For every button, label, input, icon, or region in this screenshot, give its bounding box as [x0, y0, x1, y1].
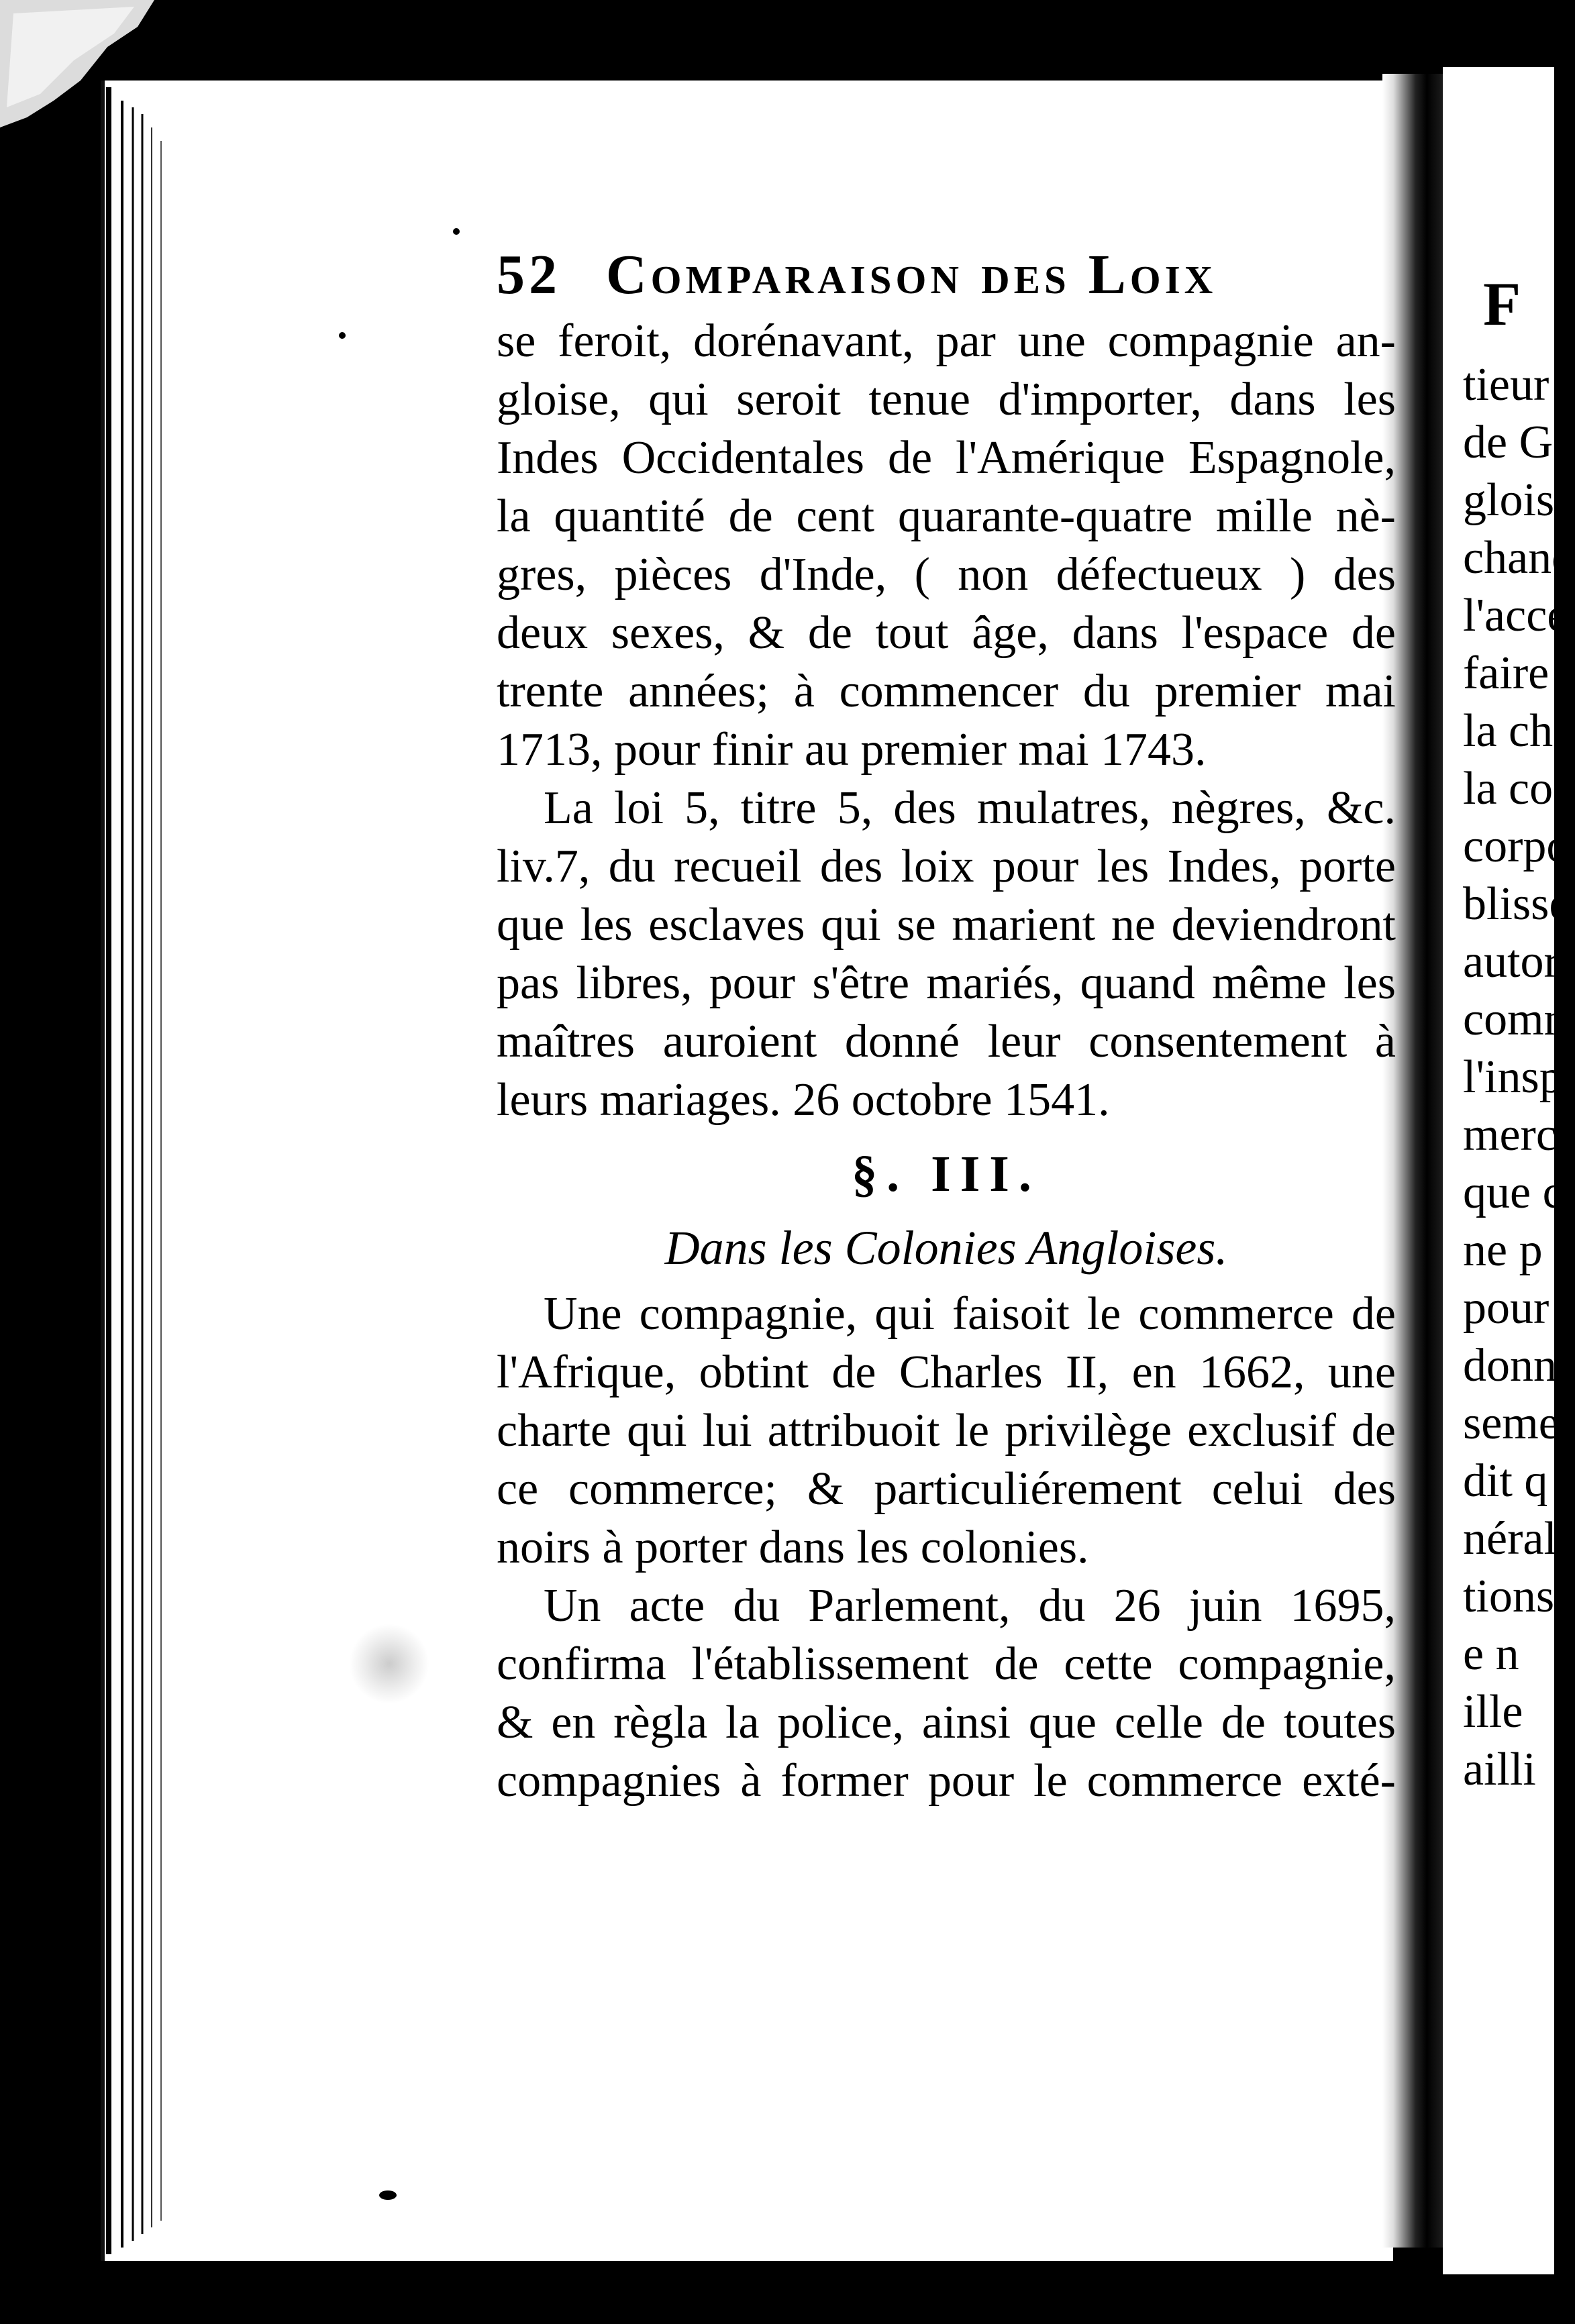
- text-line: la quantité de cent quarante-quatre mille nè-: [497, 490, 1396, 542]
- text-line: que les esclaves qui se marient ne deviendront: [497, 899, 1396, 951]
- text-line: liv.7, du recueil des loix pour les Indes, porte: [497, 841, 1396, 892]
- section-heading: §. III.: [852, 1146, 1041, 1202]
- text-line: ce commerce; & particuliérement celui des: [497, 1463, 1396, 1515]
- text-line: compagnies à former pour le commerce exté-: [497, 1755, 1396, 1807]
- text-line: & en règla la police, ainsi que celle de toutes: [497, 1697, 1396, 1748]
- right-text-fragment: la co: [1463, 763, 1554, 814]
- text-block: [497, 238, 1396, 1810]
- text-line: charte qui lui attribuoit le privilège exclusif de: [497, 1405, 1396, 1457]
- right-text-fragment: autor: [1463, 936, 1560, 988]
- right-text-fragment: faire: [1463, 647, 1549, 699]
- text-line: noirs à porter dans les colonies.: [497, 1522, 1089, 1573]
- paragraph-continuation: [497, 312, 1396, 779]
- page-header: [497, 238, 1396, 312]
- text-line: Un acte du Parlement, du 26 juin 1695,: [544, 1580, 1396, 1632]
- right-text-fragment: chanc: [1463, 532, 1573, 584]
- right-running-head: F: [1483, 270, 1521, 338]
- right-text-fragment: tions: [1463, 1571, 1555, 1622]
- right-text-fragment: blisse: [1463, 878, 1570, 930]
- ink-speck: [453, 228, 460, 235]
- right-text-fragment: glois: [1463, 474, 1555, 526]
- page-number: 52: [497, 244, 561, 306]
- text-line: l'Afrique, obtint de Charles II, en 1662, une: [497, 1346, 1396, 1398]
- right-text-fragment: ne p: [1463, 1224, 1543, 1276]
- text-line: deux sexes, & de tout âge, dans l'espace de: [497, 607, 1396, 659]
- right-text-fragment: ailli: [1463, 1744, 1536, 1795]
- right-text-fragment: corpo: [1463, 821, 1570, 872]
- text-line: confirma l'établissement de cette compagnie,: [497, 1638, 1396, 1690]
- text-line: pas libres, pour s'être mariés, quand même les: [497, 957, 1396, 1009]
- ink-speck: [339, 332, 346, 339]
- right-page-fragment: [1443, 67, 1575, 2274]
- text-line: 1713, pour finir au premier mai 1743.: [497, 724, 1207, 776]
- text-line: leurs mariages. 26 octobre 1541.: [497, 1074, 1110, 1126]
- text-line: Une compagnie, qui faisoit le commerce de: [544, 1288, 1396, 1340]
- section-subtitle: Dans les Colonies Angloises.: [664, 1221, 1228, 1275]
- right-text-fragment: ille: [1463, 1686, 1523, 1738]
- text-line: gloise, qui seroit tenue d'importer, dans les: [497, 374, 1396, 425]
- paragraph-acte: [497, 1577, 1396, 1810]
- page-smudge: [349, 1624, 429, 1704]
- paragraph-loi: [497, 779, 1396, 1129]
- right-text-fragment: donn: [1463, 1340, 1557, 1391]
- right-text-fragment: merc: [1463, 1109, 1557, 1161]
- right-text-fragment: tieur: [1463, 359, 1549, 411]
- running-head: Comparaison des Loix: [606, 244, 1217, 306]
- paragraph-compagnie: [497, 1285, 1396, 1577]
- right-text-fragment: semer: [1463, 1397, 1575, 1449]
- right-text-fragment: e n: [1463, 1628, 1519, 1680]
- right-text-fragment: l'acce: [1463, 590, 1568, 641]
- ink-speck: [379, 2190, 397, 2200]
- right-text-fragment: dit q: [1463, 1455, 1548, 1507]
- right-text-fragment: que c: [1463, 1167, 1564, 1218]
- right-text-fragment: pour: [1463, 1282, 1549, 1334]
- text-line: se feroit, dorénavant, par une compagnie an-: [497, 315, 1396, 367]
- text-line: maîtres auroient donné leur consentement à: [497, 1016, 1396, 1067]
- right-text-fragment: néral: [1463, 1513, 1557, 1565]
- right-text-fragment: de G: [1463, 417, 1554, 468]
- text-line: trente années; à commencer du premier mai: [497, 666, 1396, 717]
- right-text-fragment: l'insp: [1463, 1051, 1563, 1103]
- text-line: Indes Occidentales de l'Amérique Espagnole,: [497, 432, 1396, 484]
- page-edge-lines: [101, 87, 215, 2254]
- right-text-fragment: la cha: [1463, 705, 1574, 757]
- text-line: La loi 5, titre 5, des mulatres, nègres, &c.: [544, 782, 1396, 834]
- text-line: gres, pièces d'Inde, ( non défectueux ) des: [497, 549, 1396, 600]
- right-text-fragment: comn: [1463, 994, 1568, 1045]
